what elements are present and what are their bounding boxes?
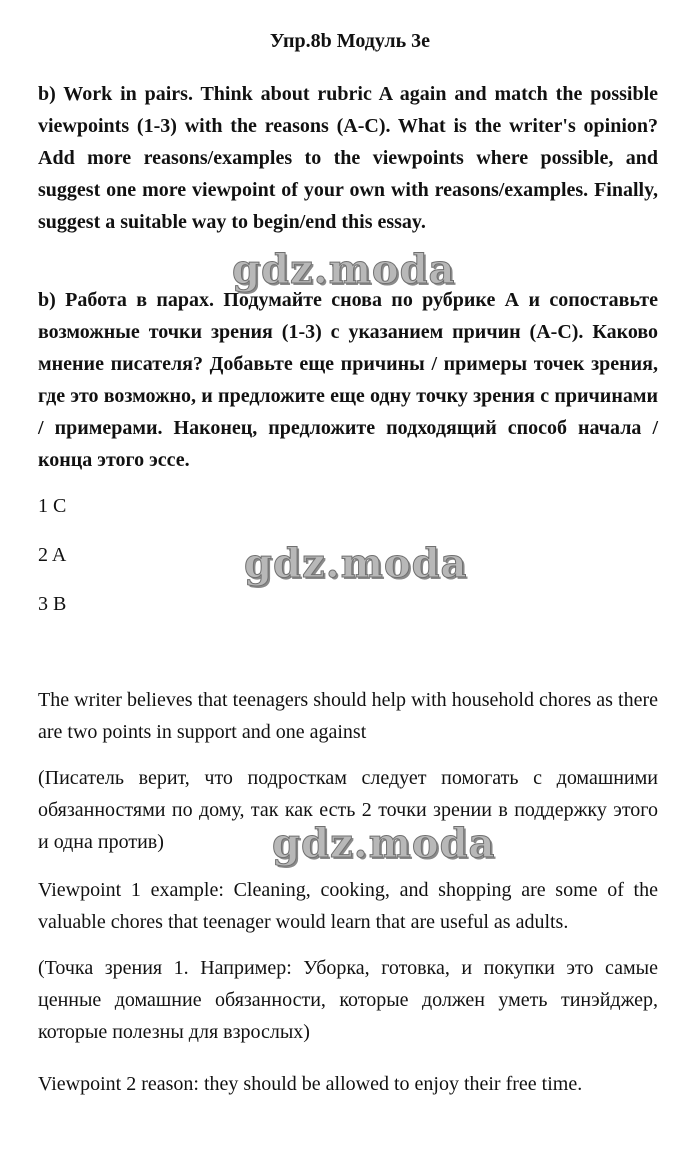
- answer-item: 1 C: [38, 495, 67, 517]
- viewpoint-1-russian: (Точка зрения 1. Например: Уборка, готовка, и покупки это самые ценные домашние обязанности, которые должен уметь тинэйджер, которые полезны для взрослых): [38, 957, 658, 1043]
- task-russian: b) Работа в парах. Подумайте снова по рубрике А и сопоставьте возможные точки зрения (1-3) с указанием причин (A-C). Каково мнение писателя? Добавьте еще причины / примеры точек зрения, где это возможно, и предложите еще одну точку зрения с причинами / примерами. Наконец, предложите подходящий способ начала / конца этого эссе.: [38, 289, 658, 471]
- watermark: gdz.moda: [244, 540, 468, 587]
- answer-item: 3 B: [38, 593, 67, 615]
- writer-opinion-english: The writer believes that teenagers should help with household chores as there are two points in support and one against: [38, 689, 658, 743]
- answer-item: 2 A: [38, 544, 67, 566]
- viewpoint-2-english: Viewpoint 2 reason: they should be allowed to enjoy their free time.: [38, 1073, 583, 1095]
- viewpoint-1-english: Viewpoint 1 example: Cleaning, cooking, and shopping are some of the valuable chores that teenager would learn that are useful as adults.: [38, 879, 658, 933]
- writer-opinion-russian: (Писатель верит, что подросткам следует помогать с домашними обязанностями по дому, так как есть 2 точки зрении в поддержку этого и одна против): [38, 767, 658, 853]
- watermark: gdz.moda: [272, 820, 496, 867]
- watermark: gdz.moda: [232, 246, 456, 293]
- task-english: b) Work in pairs. Think about rubric A again and match the possible viewpoints (1-3) with the reasons (A-C). What is the writer's opinion? Add more reasons/examples to the viewpoints where possible, and suggest one more viewpoint of your own with reasons/examples. Finally, suggest a suitable way to begin/end this essay.: [38, 83, 658, 233]
- page-title: Упр.8b Модуль 3e: [269, 30, 431, 52]
